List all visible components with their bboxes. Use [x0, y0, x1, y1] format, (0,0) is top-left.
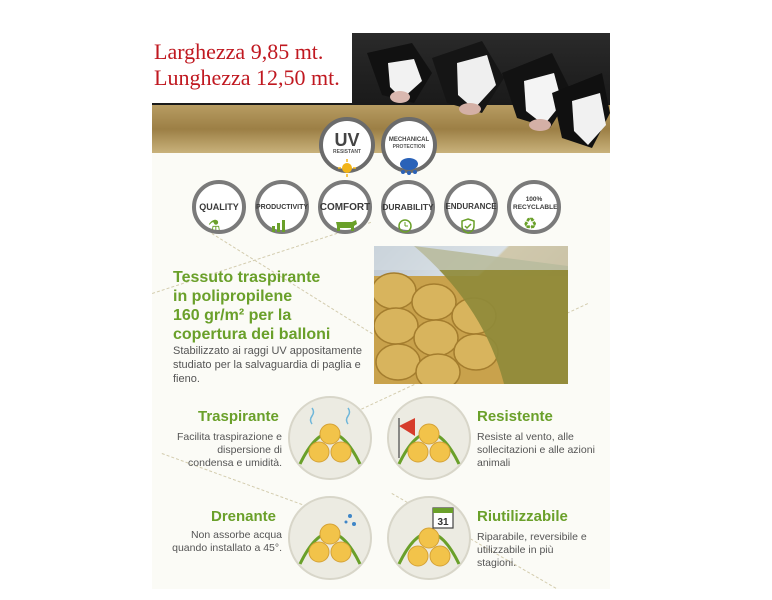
- dimensions-box: [152, 33, 352, 103]
- comfort-icon-badge: [318, 180, 372, 234]
- heading-line: copertura dei balloni: [173, 326, 331, 343]
- windsock-bales-icon: [389, 398, 469, 478]
- productivity-label: PRODUCTIVITY: [255, 204, 309, 211]
- riutilizzabile-illustration: [387, 496, 471, 580]
- mech-badge-main: MECHANICAL: [388, 137, 430, 143]
- recyclable-icon-badge: [507, 180, 561, 234]
- growth-chart-icon: [271, 218, 289, 232]
- breathable-bales-icon: [290, 398, 370, 478]
- draining-bales-icon: [290, 498, 370, 578]
- covered-bales-photo: [374, 246, 568, 384]
- product-description: Stabilizzato ai raggi UV appositamente studiato per la salvaguardia di paglia e fieno.: [173, 345, 362, 385]
- endurance-label: ENDURANCE: [445, 202, 497, 211]
- sun-icon: [338, 159, 356, 177]
- productivity-icon-badge: [255, 180, 309, 234]
- mechanical-protection-badge: [381, 117, 437, 173]
- heading-line: Tessuto traspirante: [173, 269, 321, 286]
- drenante-illustration: [288, 496, 372, 580]
- uv-badge-sub: RESISTANT: [333, 149, 361, 155]
- drenante-text: Non assorbe acqua quando installato a 45°.: [172, 529, 282, 554]
- traspirante-title: Traspirante: [198, 408, 279, 425]
- heading-line: in polipropilene: [173, 288, 293, 305]
- calendar-bales-icon: [389, 498, 469, 578]
- drenante-title: Drenante: [211, 508, 277, 525]
- uv-badge-main: UV: [334, 130, 360, 150]
- heading-line: 160 gr/m² per la: [173, 307, 292, 324]
- bales-illustration: [374, 246, 568, 384]
- cow-icon: [334, 218, 358, 232]
- hail-cloud-icon: [398, 157, 420, 175]
- width-label: Larghezza 9,85 mt.: [154, 39, 324, 64]
- quality-label: QUALITY: [199, 202, 239, 212]
- calendar-day: 31: [437, 517, 449, 528]
- product-heading: [173, 268, 373, 344]
- traspirante-illustration: [288, 396, 372, 480]
- recycle-icon: ♻: [523, 216, 538, 233]
- durability-icon-badge: [381, 180, 435, 234]
- riutilizzabile-title: Riutilizzabile: [477, 508, 568, 525]
- product-sheet: [152, 33, 610, 589]
- endurance-icon-badge: [444, 180, 498, 234]
- shield-check-icon: [460, 218, 476, 234]
- resistente-title: Resistente: [477, 408, 553, 425]
- mech-badge-sub: PROTECTION: [392, 144, 426, 150]
- resistente-text: Resiste al vento, alle sollecitazioni e alle azioni animali: [477, 431, 595, 469]
- durability-label: DURABILITY: [382, 202, 434, 212]
- riutilizzabile-text: Riparabile, reversibile e utilizzabile in più stagioni.: [477, 531, 587, 569]
- quality-icon-badge: [192, 180, 246, 234]
- banner-photo: [152, 33, 610, 153]
- clock-icon: [397, 218, 413, 234]
- recyclable-label: 100% RECYCLABLE: [513, 196, 558, 211]
- comfort-label: COMFORT: [319, 202, 371, 213]
- resistente-illustration: [387, 396, 471, 480]
- uv-resistant-badge: [319, 117, 375, 173]
- microscope-icon: ⚗: [208, 217, 221, 233]
- traspirante-text: Facilita traspirazione e dispersione di condensa e umidità.: [176, 431, 282, 469]
- length-label: Lunghezza 12,50 mt.: [154, 65, 340, 90]
